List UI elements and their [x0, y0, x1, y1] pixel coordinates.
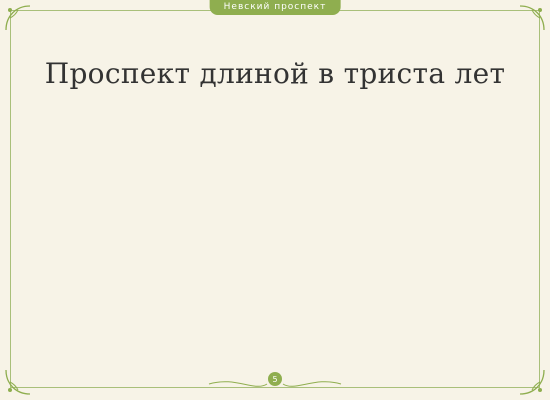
section-header: Невский проспект [210, 0, 341, 15]
page-number: 5 [268, 372, 282, 386]
floral-corner-icon [518, 4, 546, 32]
right-column [286, 106, 506, 366]
floral-corner-icon [4, 4, 32, 32]
paragraph [286, 134, 506, 143]
paragraph [48, 120, 268, 129]
paragraph [286, 120, 506, 129]
left-column [48, 106, 268, 366]
paragraph [48, 134, 268, 143]
article-body [48, 106, 506, 366]
paragraph [48, 106, 268, 115]
floral-corner-icon [4, 368, 32, 396]
floral-corner-icon [518, 368, 546, 396]
paragraph [286, 106, 506, 115]
article-title: Проспект длиной в триста лет [44, 56, 506, 90]
